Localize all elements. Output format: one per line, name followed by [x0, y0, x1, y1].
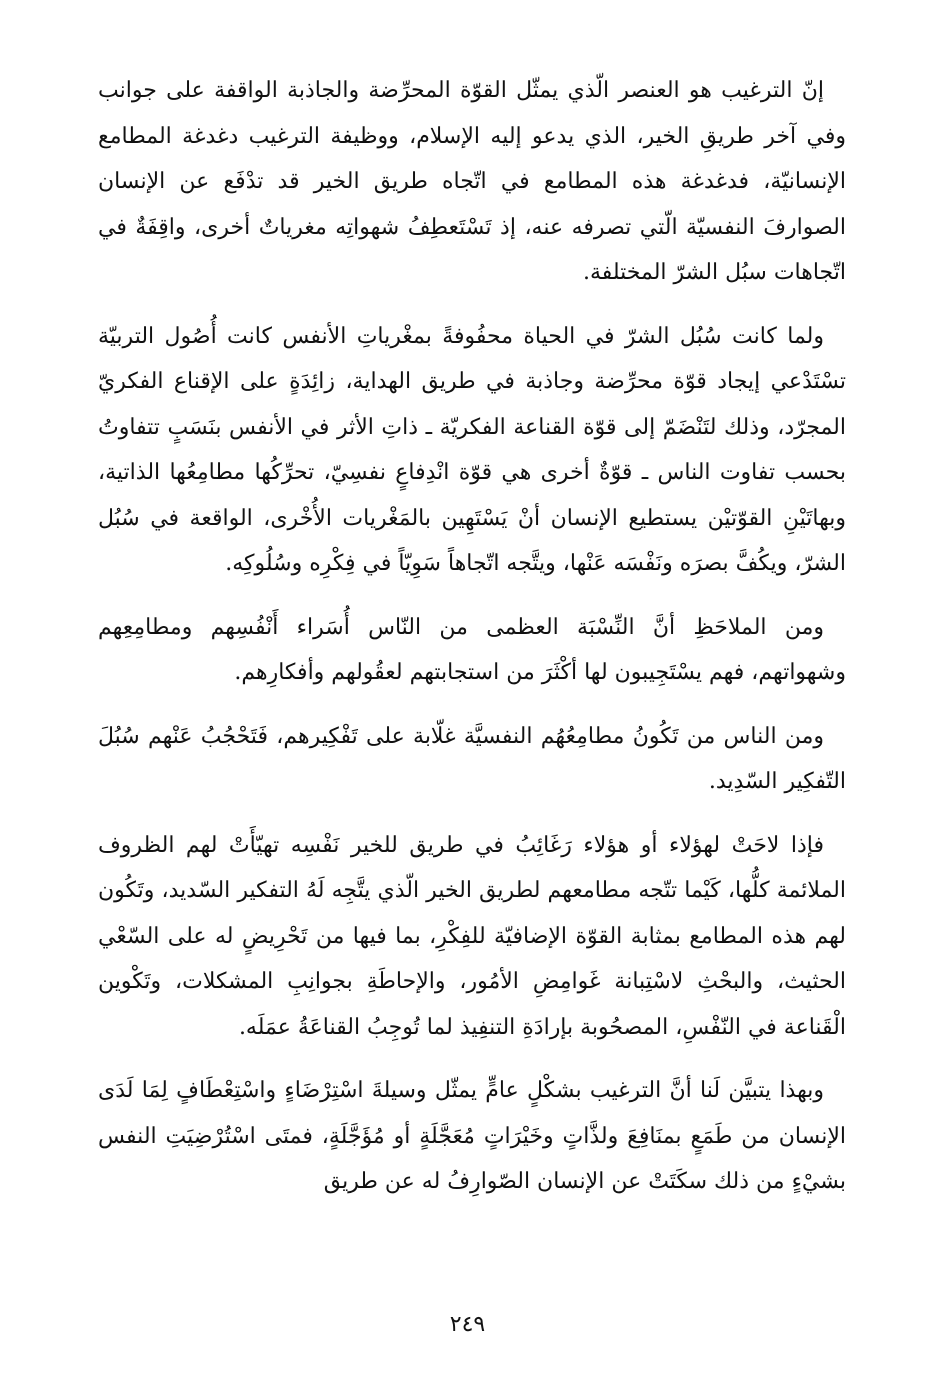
paragraph-5: فإذا لاحَتْ لهؤلاء أو هؤلاء رَغَائِبُ في طريق للخير نَفْسِه تهيّأَتْ لهم الظروف الملائمة كلُّها، كَيْما تتّجه مطامعهم لطريق الخير الّذي يتَّجِه لَهُ التفكير السّديد، وتَكُون لهم هذه المطامع بمثابة القوّة الإضافيّة للفِكْرِ، بما فيها من تَحْرِيضٍ له على السّعْي الحثيث، والبحْثِ لاسْتِبانة غَوامِضِ الأمُور، والإحاطَةِ بجوانِبِ المشكلات، وتَكْوين الْقَناعة في النّفْسِ، المصحُوبة بإرادَةِ التنفِيذ لما تُوجِبُ القناعَةُ عمَلَه. — [98, 832, 846, 1040]
paragraph-3: ومن الملاحَظِ أنَّ النِّسْبَة العظمى من النّاس أُسَراء أَنْفُسِهم ومطامِعِهم وشهواتهم، فهم يسْتَجِيبون لها أكْثَرَ من استجابتهم لعقُولهم وأفكارِهم. — [98, 614, 846, 685]
page-body — [98, 68, 846, 1308]
paragraph-1: إنّ الترغيب هو العنصر الّذي يمثّل القوّة المحرِّضة والجاذبة الواقفة على جوانب وفي آخر طريقِ الخير، الذي يدعو إليه الإسلام، ووظيفة الترغيب دغدغة المطامع الإنسانيّة، فدغدغة هذه المطامع في اتّجاه طريق الخير قد تدْفَع عن الإنسان الصوارفَ النفسيّة الّتي تصرفه عنه، إذ تَسْتَعطِفُ شهواتِه مغرياتٌ أخرى، واقِفَةٌ في اتّجاهات سبُل الشرّ المختلفة. — [98, 78, 846, 285]
paragraph-2: ولما كانت سُبُل الشرّ في الحياة محفُوفةً بمغْرياتِ الأنفس كانت أُصُول التربيّة تسْتَدْعي إيجاد قوّة محرِّضة وجاذبة في طريق الهداية، زائِدَةٍ على الإقناع الفكريّ المجرّد، وذلك لتَنْضَمّ إلى قوّة القناعة الفكريّة ـ ذاتِ الأثر في الأنفس بنَسَبٍ تتفاوتُ بحسب تفاوت الناس ـ قوّةٌ أخرى هي قوّة انْدِفاعٍ نفسِيّ، تحرِّكُها مطامِعُها الذاتية، وبهاتَيْنِ القوّتيْن يستطيع الإنسان أنْ يَسْتَهِين بالمَغْريات الأُخْرى، الواقعة في سُبُل الشرّ، ويكُفَّ بصرَه ونَفْسَه عَنْها، ويتَّجه اتّجاهاً سَوِيّاً في فِكْرِه وسُلُوكِه. — [98, 323, 846, 576]
paragraph-4: ومن الناس من تَكُونُ مطامِعُهُم النفسيَّة غلّابة على تَفْكِيرهم، فَتَحْجُبُ عَنْهم سُبُلَ التّفكِير السّدِيد. — [98, 723, 846, 794]
page-number: ٢٤٩ — [449, 1312, 486, 1337]
paragraph-6: وبهذا يتبيَّن لَنا أنَّ الترغيب بشكْلٍ عامٍّ يمثّل وسيلةَ اسْتِرْضَاءٍ واسْتِعْطَافٍ لِمَا لَدَى الإنسان من طَمَعٍ بمنَافِعَ ولذَّاتٍ وخَيْرَاتٍ مُعَجَّلَةٍ أو مُؤَجَّلَةٍ، فمتَى اسْتُرْضِيَتِ النفس بشيْءٍ من ذلك سكَتَتْ عن الإنسان الصّوارِفُ له عن طريق — [98, 1078, 846, 1194]
